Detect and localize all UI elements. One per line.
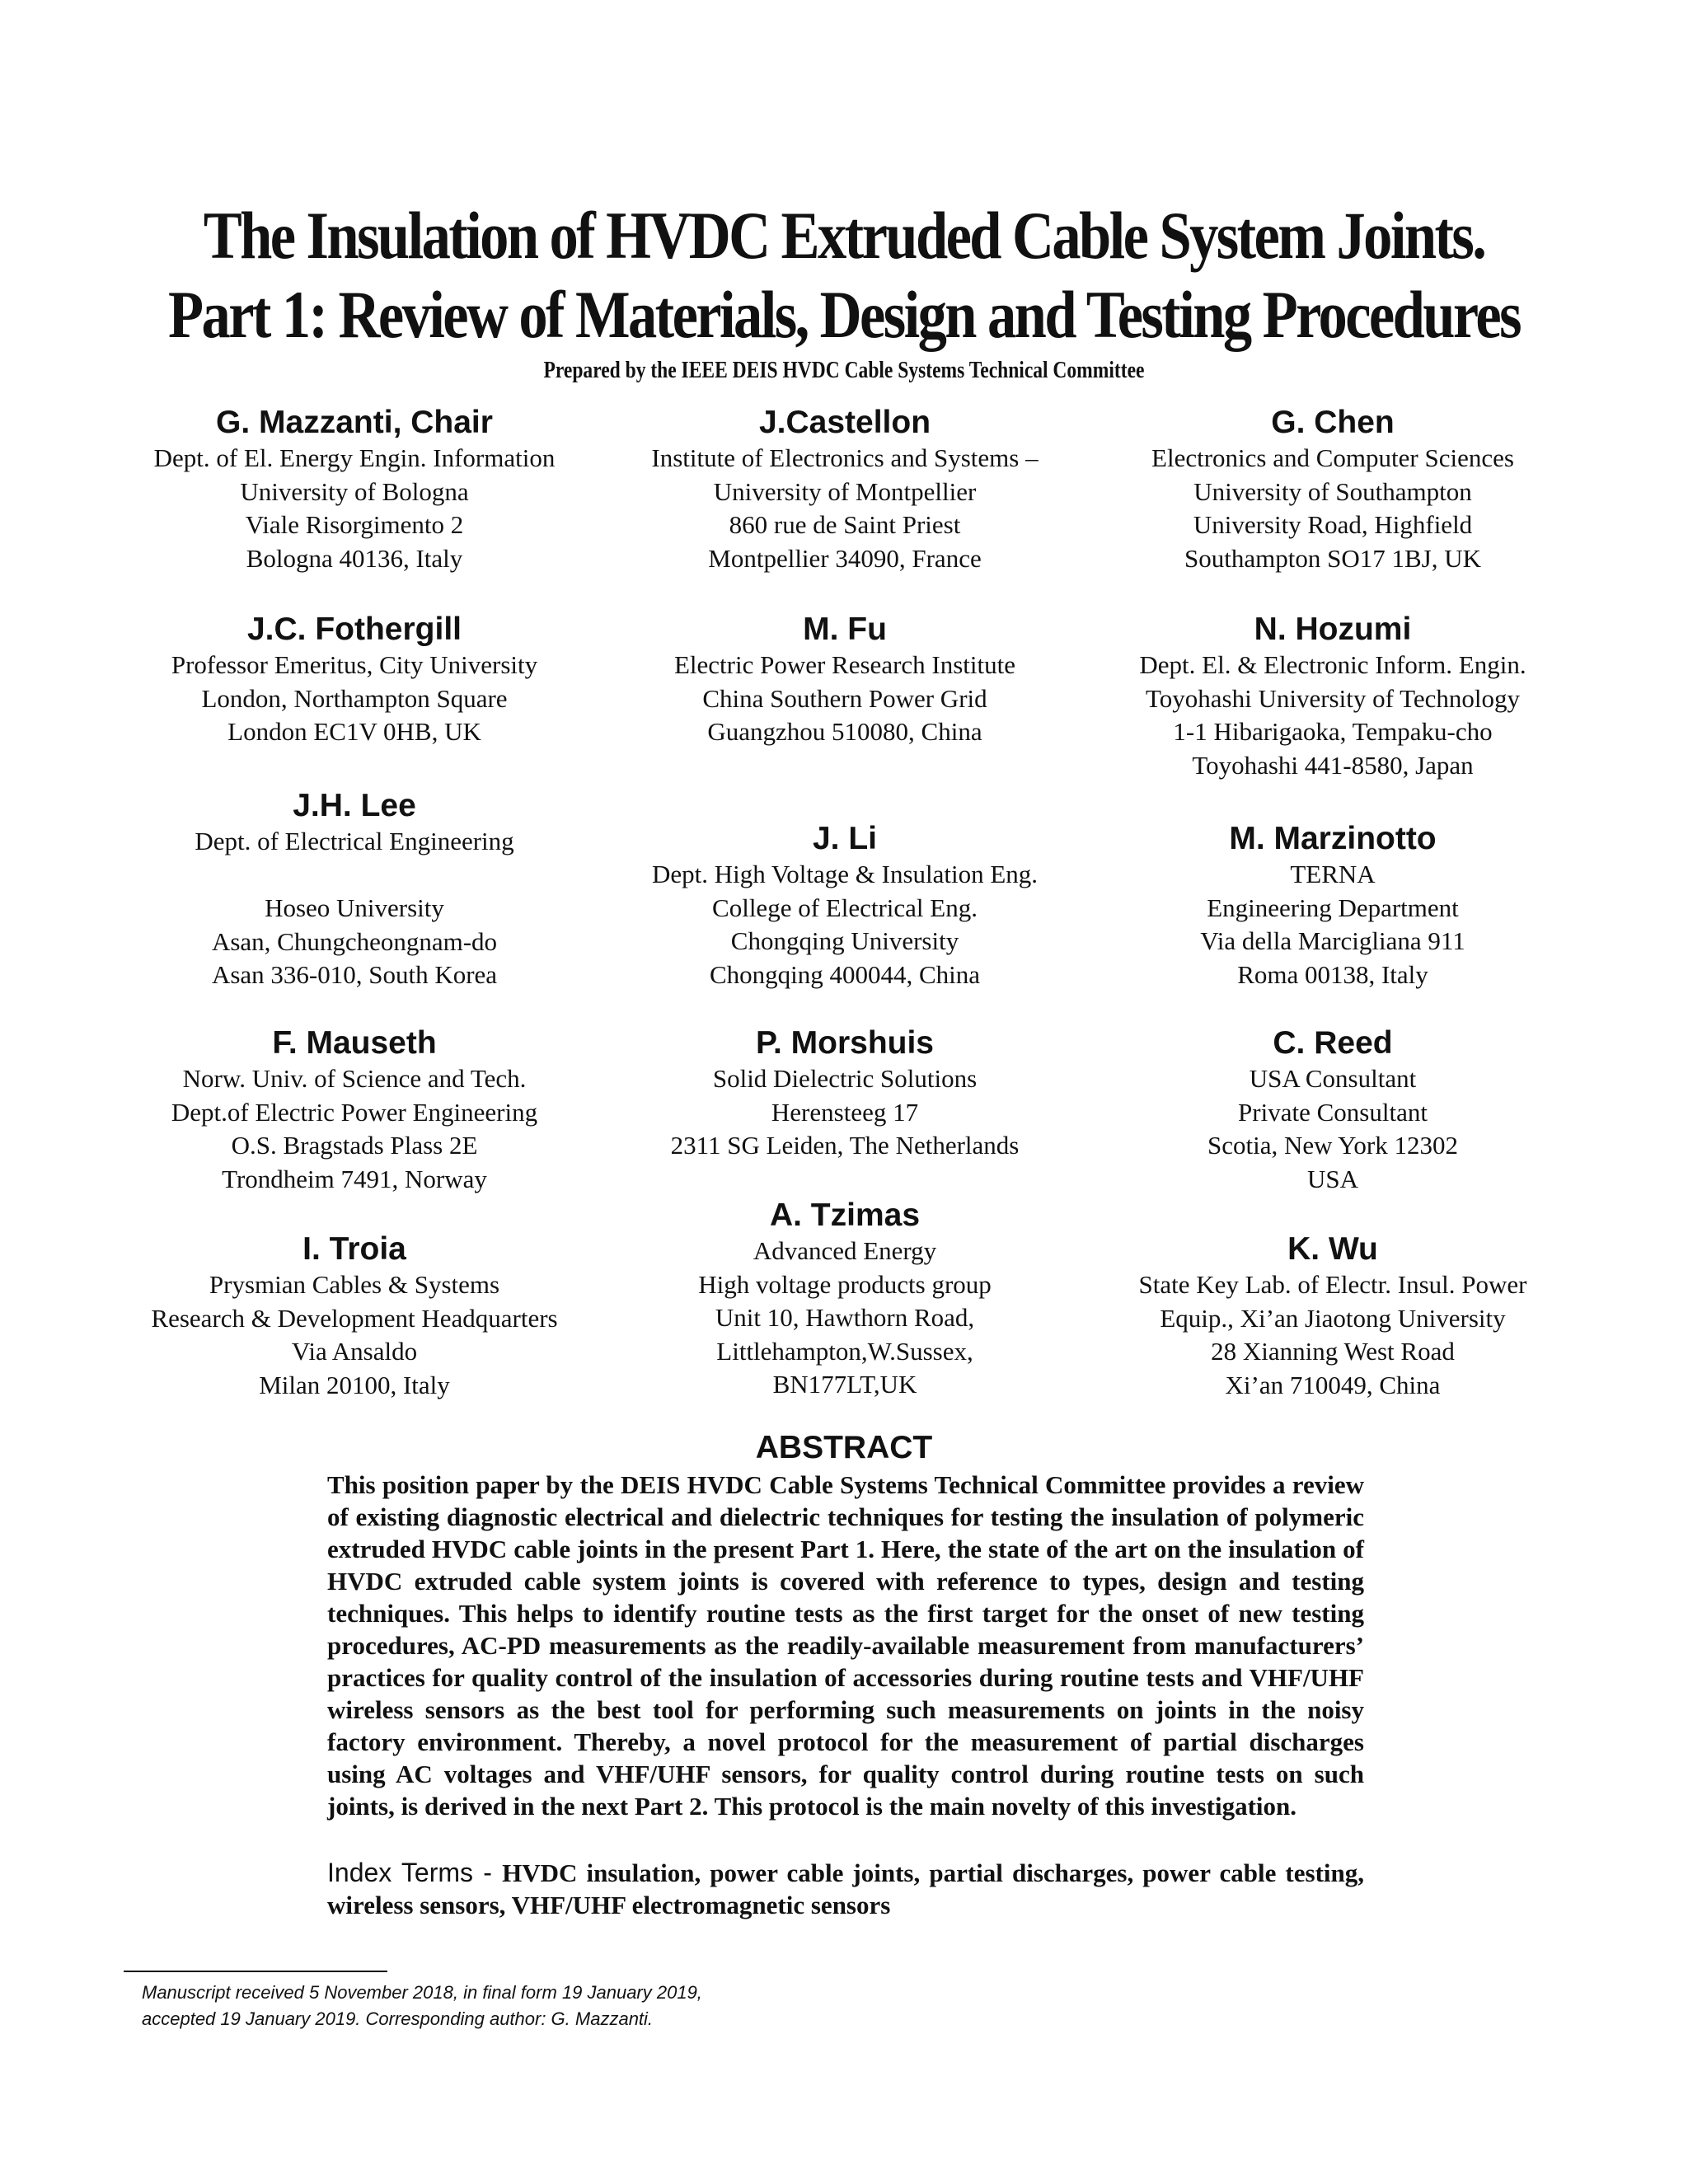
author-affiliation-line: Chongqing 400044, China [709, 959, 981, 989]
author-name: M. Fu [803, 612, 887, 647]
author-name: I. Troia [302, 1231, 406, 1267]
author-lee [124, 787, 585, 992]
author-affiliation-line: China Southern Power Grid [702, 683, 987, 713]
author-affiliation-line: Chongqing University [730, 926, 959, 955]
author-troia [124, 1230, 585, 1402]
author-affiliation-line: Prysmian Cables & Systems [209, 1270, 500, 1299]
author-affiliation-line: O.S. Bragstads Plass 2E [231, 1131, 478, 1160]
author-affiliation-line: Norw. Univ. of Science and Tech. [182, 1064, 527, 1093]
author-affiliation-line: Guangzhou 510080, China [707, 717, 982, 746]
author-reed [1102, 1024, 1564, 1196]
footnote-line-1: Manuscript received 5 November 2018, in final form 19 January 2019, [142, 1982, 702, 2003]
author-affiliation-line: BN177LT,UK [772, 1370, 917, 1399]
author-affiliation-line: Viale Risorgimento 2 [245, 510, 464, 539]
author-affiliation-line: Toyohashi University of Technology [1146, 683, 1520, 713]
prepared-by: Prepared by the IEEE DEIS HVDC Cable Systems Technical Committee [543, 358, 1145, 383]
author-affiliation-line: Institute of Electronics and Systems – [651, 443, 1039, 472]
author-mauseth [124, 1024, 585, 1196]
author-affiliation-line: University Road, Highfield [1193, 510, 1473, 539]
abstract-heading: ABSTRACT [755, 1430, 933, 1465]
author-name: F. Mauseth [272, 1025, 437, 1061]
author-name: J.C. Fothergill [246, 612, 462, 647]
author-castellon [614, 404, 1076, 575]
author-affiliation-line: University of Bologna [240, 476, 469, 506]
author-affiliation-line: Montpellier 34090, France [708, 543, 982, 573]
author-hozumi [1102, 611, 1564, 782]
author-affiliation-line: London, Northampton Square [201, 683, 508, 713]
author-affiliation-line: Dept. El. & Electronic Inform. Engin. [1139, 650, 1526, 679]
author-fu [614, 611, 1076, 749]
author-affiliation-line: Private Consultant [1238, 1097, 1428, 1127]
author-chen [1102, 404, 1564, 575]
author-affiliation-line: Dept.of Electric Power Engineering [171, 1097, 538, 1127]
author-affiliation-line: Southampton SO17 1BJ, UK [1184, 543, 1481, 573]
author-affiliation-line: Roma 00138, Italy [1237, 959, 1428, 989]
author-affiliation-line: College of Electrical Eng. [712, 893, 978, 922]
index-terms-label: Index Terms - [327, 1858, 503, 1887]
author-morshuis [614, 1024, 1076, 1163]
author-affiliation-line: Asan 336-010, South Korea [211, 960, 498, 989]
author-affiliation-line: University of Montpellier [713, 476, 977, 506]
author-affiliation-line: 2311 SG Leiden, The Netherlands [670, 1131, 1020, 1160]
author-tzimas [614, 1197, 1076, 1402]
author-affiliation-line: 28 Xianning West Road [1211, 1337, 1455, 1366]
author-affiliation-line: Dept. of Electrical Engineering [195, 827, 514, 855]
author-affiliation-line: London EC1V 0HB, UK [227, 717, 481, 746]
author-affiliation-line: Solid Dielectric Solutions [712, 1064, 978, 1093]
author-affiliation-line: State Key Lab. of Electr. Insul. Power [1138, 1270, 1527, 1299]
author-affiliation-line: Advanced Energy [753, 1236, 937, 1265]
author-marzinotto [1102, 820, 1564, 991]
author-affiliation-line: Scotia, New York 12302 [1207, 1131, 1458, 1160]
paper-title-line-2: Part 1: Review of Materials, Design and Testing Procedures [168, 277, 1520, 352]
author-name: G. Chen [1271, 405, 1395, 440]
author-affiliation-line: TERNA [1290, 860, 1376, 888]
author-affiliation-line: Toyohashi 441-8580, Japan [1192, 750, 1474, 780]
author-affiliation-line: Electric Power Research Institute [673, 650, 1016, 679]
author-name: C. Reed [1273, 1025, 1393, 1061]
footnote-divider [124, 1971, 387, 1972]
title-block [0, 196, 1688, 386]
author-affiliation-line: Milan 20100, Italy [259, 1370, 450, 1399]
author-affiliation-line: Electronics and Computer Sciences [1151, 443, 1514, 472]
index-terms-text: HVDC insulation, power cable joints, partial discharges, power cable testing, wireless sensors, VHF/UHF electromagnetic sensors [327, 1858, 1365, 1919]
author-affiliation-line: Via della Marcigliana 911 [1200, 926, 1465, 955]
author-affiliation-line: Dept. High Voltage & Insulation Eng. [651, 860, 1039, 888]
author-name: P. Morshuis [755, 1025, 934, 1061]
author-affiliation-line: Equip., Xi’an Jiaotong University [1160, 1303, 1506, 1333]
author-affiliation-line: Herensteeg 17 [771, 1097, 919, 1127]
author-affiliation-line: Professor Emeritus, City University [171, 650, 538, 679]
footnote-line-2: accepted 19 January 2019. Corresponding author: G. Mazzanti. [142, 2008, 654, 2029]
author-name: A. Tzimas [769, 1197, 921, 1233]
author-affiliation-line: 1-1 Hibarigaoka, Tempaku-cho [1173, 717, 1493, 746]
author-affiliation-line: Trondheim 7491, Norway [222, 1164, 487, 1193]
author-affiliation-line: Engineering Department [1207, 893, 1459, 922]
author-name: K. Wu [1287, 1231, 1378, 1267]
author-affiliation-line: High voltage products group [698, 1269, 992, 1299]
author-affiliation-line: Xi’an 710049, China [1225, 1370, 1441, 1399]
author-affiliation-line: Littlehampton,W.Sussex, [716, 1336, 973, 1366]
author-affiliation-line: Asan, Chungcheongnam-do [211, 926, 498, 956]
author-name: G. Mazzanti, Chair [216, 405, 493, 440]
paper-title-line-1: The Insulation of HVDC Extruded Cable System Joints. [203, 198, 1485, 273]
author-affiliation-line: Dept. of El. Energy Engin. Information [153, 443, 556, 472]
author-name: J.Castellon [758, 405, 931, 440]
author-affiliation-line: USA Consultant [1249, 1064, 1417, 1093]
author-li [614, 820, 1076, 991]
author-affiliation-line: USA [1306, 1164, 1358, 1193]
index-terms [327, 1857, 1364, 1921]
author-affiliation-line: Via Ansaldo [291, 1337, 418, 1366]
author-wu [1102, 1230, 1564, 1402]
author-fothergill [124, 611, 585, 749]
author-affiliation-line: University of Southampton [1193, 476, 1472, 506]
author-affiliation-line: 860 rue de Saint Priest [729, 510, 961, 539]
footnote [142, 1980, 1131, 2032]
author-name: J.H. Lee [293, 788, 416, 823]
author-affiliation-line: Hoseo University [265, 893, 444, 922]
abstract-text: This position paper by the DEIS HVDC Cable Systems Technical Committee provides a review of existing diagnostic electrical and dielectric techniques for testing the insulation of polymeric extruded HVDC cable joints in the present Part 1. Here, the state of the art on the insulation of HVDC extruded cable system joints is covered with reference to types, design and testing techniques. This helps to identify routine tests as the first target for the onset of new testing procedures, AC-PD measurements as the readily-available measurement from manufacturers’ practices for quality control of the insulation of accessories during routine tests and VHF/UHF wireless sensors as the best tool for performing such measurements on joints in the noisy factory environment. Thereby, a novel protocol for the measurement of partial discharges using AC voltages and VHF/UHF sensors, for quality control during routine tests on such joints, is derived in the next Part 2. This protocol is the main novelty of this investigation. [327, 1470, 1364, 1821]
author-affiliation-line: Unit 10, Hawthorn Road, [715, 1303, 975, 1332]
author-affiliation-line [124, 859, 585, 893]
author-name: M. Marzinotto [1229, 821, 1437, 856]
author-name: N. Hozumi [1254, 612, 1412, 647]
author-name: J. Li [812, 821, 878, 856]
author-affiliation-line: Research & Development Headquarters [151, 1303, 558, 1333]
author-mazzanti [124, 404, 585, 575]
author-affiliation-line: Bologna 40136, Italy [246, 543, 463, 573]
